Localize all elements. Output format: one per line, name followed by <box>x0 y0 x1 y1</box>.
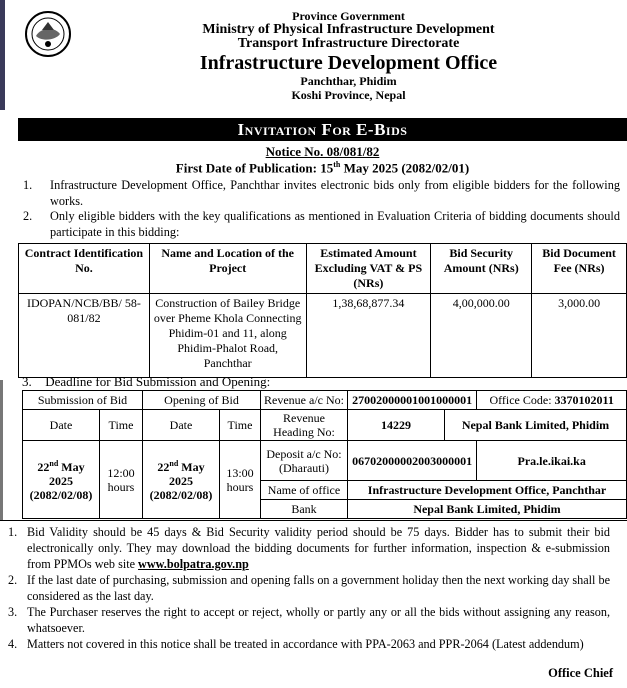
col-header-security: Bid Security Amount (NRs) <box>431 244 532 294</box>
revenue-ac-number: 27002000001001000001 <box>352 393 473 407</box>
paragraph-2 <box>18 209 620 240</box>
revenue-ac-label: Revenue a/c No: <box>261 391 348 410</box>
notice-number: Notice No. 08/081/82 <box>265 144 380 159</box>
col-header-id: Contract Identification No. <box>19 244 150 294</box>
open-day: 22 <box>157 460 170 474</box>
deadline-text: Deadline for Bid Submission and Opening: <box>45 374 271 389</box>
publication-date <box>18 160 627 176</box>
footnote-num: 3. <box>8 605 18 619</box>
footnote-text <box>0 524 610 572</box>
province-line: Koshi Province, Nepal <box>291 87 406 102</box>
pub-pre: First Date of Publication: 15 <box>175 160 334 176</box>
footnote-1 <box>0 524 610 572</box>
para-num: 1. <box>23 178 33 192</box>
banner-text: Invitation For E-Bids <box>237 120 408 139</box>
deadline-table <box>22 390 627 519</box>
para-text: Infrastructure Development Office, Panchthar invites electronic bids only from eligible bidders for the following works. <box>50 178 620 208</box>
place-line: Panchthar, Phidim <box>300 73 397 88</box>
contract-table <box>18 243 627 378</box>
deadline-num: 3. <box>22 374 32 389</box>
col-header-name: Name and Location of the Project <box>149 244 306 294</box>
deposit-ac: 06702000002003000001 <box>348 441 477 481</box>
bank-label: Bank <box>261 500 348 519</box>
deposit-label: Deposit a/c No: (Dharauti) <box>261 441 348 481</box>
sub-np: (2082/02/08) <box>29 488 93 502</box>
footnote-4 <box>0 636 610 652</box>
office-code-value: 3370102011 <box>554 393 614 407</box>
footnote-num: 1. <box>8 525 18 539</box>
footnote-text: The Purchaser reserves the right to accept or reject, wholly or partly any or all the bids without assigning any reason, whatsoever. <box>27 605 610 635</box>
directorate-line: Transport Infrastructure Directorate <box>237 36 460 52</box>
time-label: Time <box>220 410 261 441</box>
footnote-body: Bid Validity should be 45 days & Bid Security validity period should be 75 days. Bidder has to submit their bid electronically only. They may download the bidding documents for further information, inspection & e-submission from PPMOs web site <box>27 525 610 571</box>
signature-office-chief: Office Chief <box>548 666 613 680</box>
cell-project-name: Construction of Bailey Bridge over Pheme Khola Connecting Phidim-01 and 11, along Phidim-Phalot Road, Panchthar <box>149 294 306 378</box>
office-title: Infrastructure Development Office <box>199 51 498 74</box>
office-code-cell <box>477 391 627 410</box>
notice-header <box>10 0 627 118</box>
deposit-code: Pra.le.ikai.ka <box>477 441 627 481</box>
submission-label: Submission of Bid <box>23 391 143 410</box>
footnote-2 <box>0 572 610 604</box>
footnote-text: Matters not covered in this notice shall be treated in accordance with PPA-2063 and PPR-2064 (Latest addendum) <box>27 637 584 651</box>
left-edge-bar <box>0 0 5 110</box>
date-label: Date <box>143 410 220 441</box>
footnote-num: 4. <box>8 637 18 651</box>
office-name-label: Name of office <box>261 481 348 500</box>
time-label: Time <box>100 410 143 441</box>
sub-year: 2025 <box>49 474 73 488</box>
opening-date <box>143 441 220 519</box>
cell-estimate: 1,38,68,877.34 <box>306 294 431 378</box>
para-text: Only eligible bidders with the key qualifications as mentioned in Evaluation Criteria of bidding documents should participate in this bidding: <box>50 209 620 239</box>
submission-time: 12:00 hours <box>100 441 143 519</box>
open-month: May <box>178 460 205 474</box>
open-year: 2025 <box>169 474 193 488</box>
bank-value: Nepal Bank Limited, Phidim <box>348 500 627 519</box>
revenue-ac-value <box>348 391 477 410</box>
col-header-estimate: Estimated Amount Excluding VAT & PS (NRs) <box>306 244 431 294</box>
date-label: Date <box>23 410 100 441</box>
paragraph-1 <box>18 178 620 209</box>
open-np: (2082/02/08) <box>149 488 213 502</box>
sub-month: May <box>58 460 85 474</box>
revenue-bank: Nepal Bank Limited, Phidim <box>445 410 627 441</box>
submission-date <box>23 441 100 519</box>
invitation-banner <box>18 118 627 141</box>
cell-contract-id: IDOPAN/NCB/BB/ 58-081/82 <box>19 294 150 378</box>
footnote-num: 2. <box>8 573 18 587</box>
pub-sup: th <box>333 160 341 169</box>
col-header-fee: Bid Document Fee (NRs) <box>532 244 627 294</box>
sub-sup: nd <box>49 459 59 468</box>
office-name-value: Infrastructure Development Office, Panchthar <box>348 481 627 500</box>
para-num: 2. <box>23 209 33 223</box>
office-code-label: Office Code: <box>489 393 552 407</box>
revenue-heading-value: 14229 <box>348 410 445 441</box>
sub-day: 22 <box>37 460 50 474</box>
opening-time: 13:00 hours <box>220 441 261 519</box>
revenue-heading-label: Revenue Heading No: <box>261 410 348 441</box>
open-sup: nd <box>169 459 179 468</box>
pub-post: May 2025 (2082/02/01) <box>340 160 470 176</box>
footnote-3 <box>0 604 610 636</box>
left-edge-bar-lower <box>0 380 3 520</box>
cell-security: 4,00,000.00 <box>431 294 532 378</box>
gov-line: Province Government <box>292 9 405 23</box>
nepal-emblem-icon <box>24 10 72 58</box>
footnote-text: If the last date of purchasing, submission and opening falls on a government holiday then the next working day shall be considered as the last day. <box>27 573 610 603</box>
ministry-line: Ministry of Physical Infrastructure Development <box>202 21 495 37</box>
deadline-heading <box>18 374 270 390</box>
cell-fee: 3,000.00 <box>532 294 627 378</box>
bolpatra-link[interactable]: www.bolpatra.gov.np <box>138 557 249 571</box>
opening-label: Opening of Bid <box>143 391 261 410</box>
